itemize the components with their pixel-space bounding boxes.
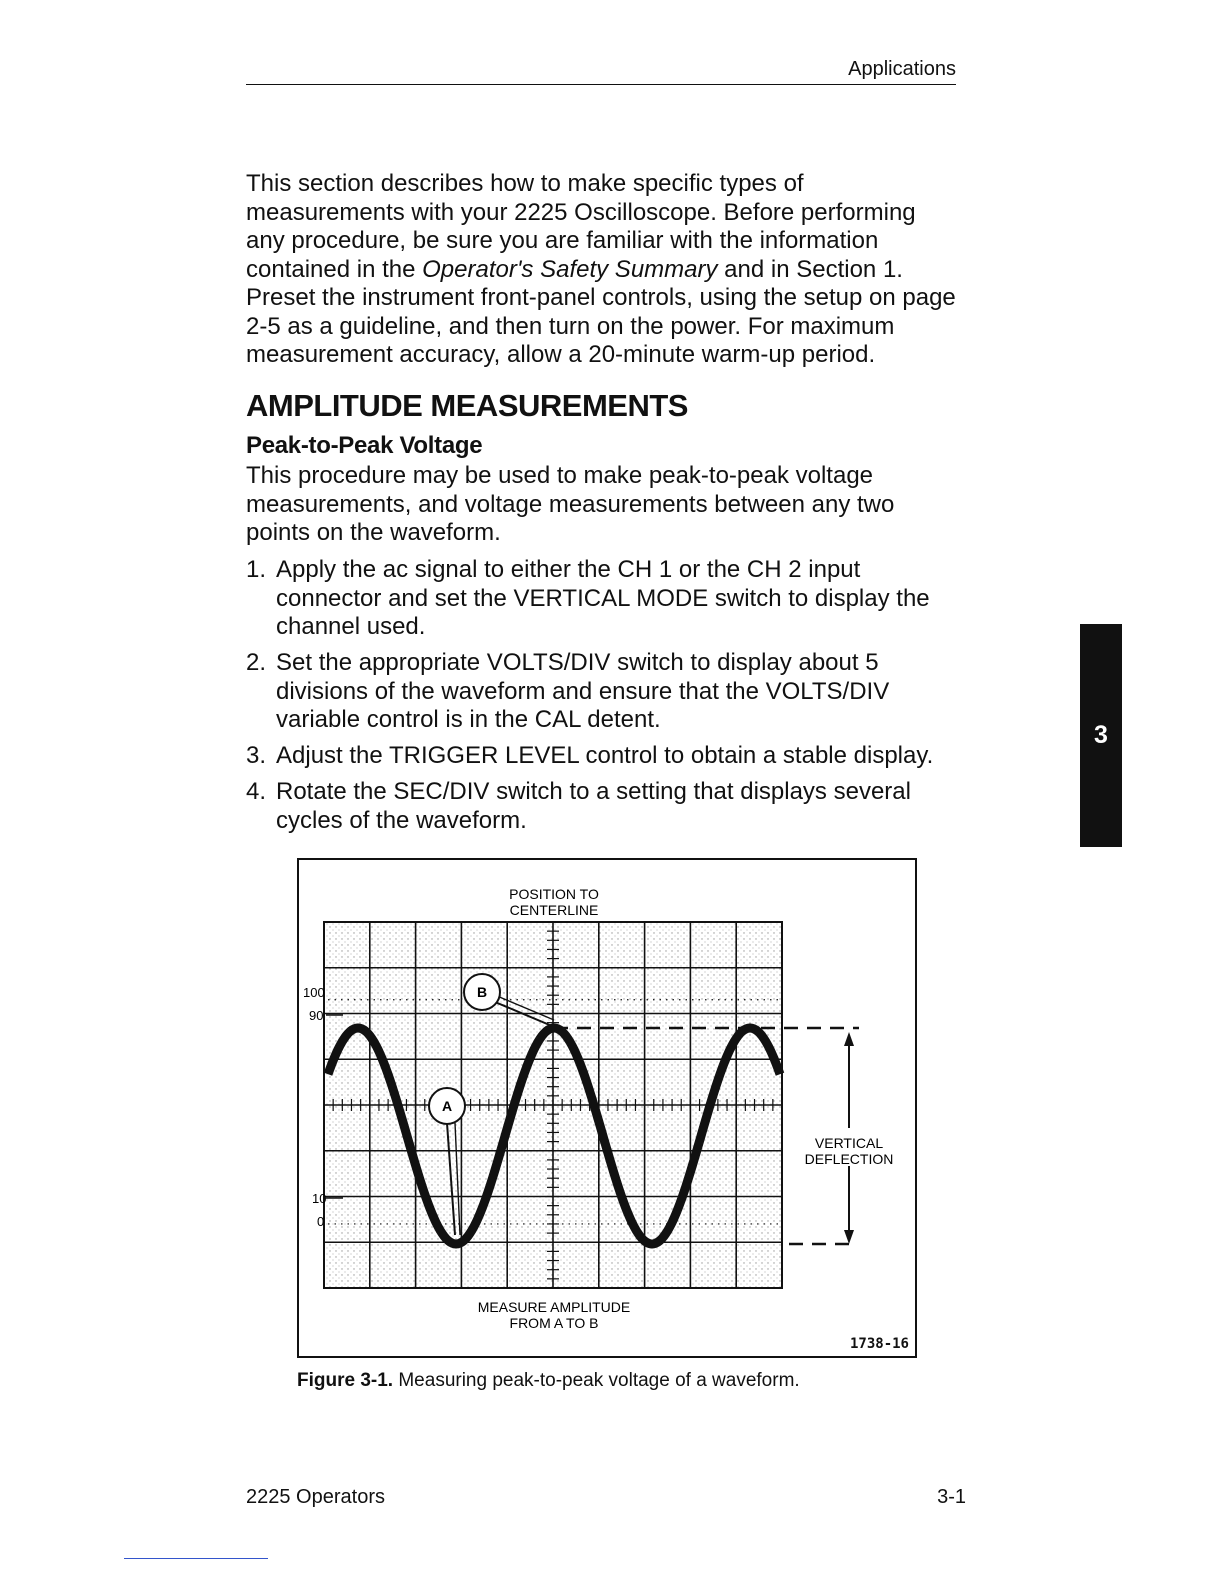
figure-3-1 <box>297 858 917 1358</box>
sub-heading: Peak-to-Peak Voltage <box>246 432 483 459</box>
label-vertical: VERTICAL <box>814 1135 884 1151</box>
arrow-head-up <box>844 1032 854 1046</box>
scale-90: 90 <box>309 1008 324 1023</box>
label-deflection: DEFLECTION <box>804 1151 894 1167</box>
label-position-to: POSITION TO <box>509 886 599 902</box>
step-item <box>246 742 961 771</box>
section-heading: AMPLITUDE MEASUREMENTS <box>246 388 688 423</box>
step-number: 3. <box>246 742 267 769</box>
footer-page-number: 3-1 <box>937 1486 966 1508</box>
step-text: Apply the ac signal to either the CH 1 or the CH 2 input connector and set the VERTICAL MODE switch to display the channel used. <box>276 556 930 640</box>
marker-b: B <box>476 984 488 1000</box>
step-text: Adjust the TRIGGER LEVEL control to obtain a stable display. <box>276 742 934 769</box>
step-text: Set the appropriate VOLTS/DIV switch to display about 5 divisions of the waveform and ensure that the VOLTS/DIV variable control is in the CAL detent. <box>276 649 890 733</box>
scale-100: 100 <box>303 985 325 1000</box>
procedure-paragraph: This procedure may be used to make peak-to-peak voltage measurements, and voltage measurements between any two points on the waveform. <box>246 462 895 546</box>
intro-italic-title: Operator's Safety Summary <box>422 255 718 283</box>
step-number: 1. <box>246 556 267 583</box>
bottom-rule <box>124 1558 268 1559</box>
footer-manual-title: 2225 Operators <box>246 1486 385 1508</box>
oscilloscope-diagram <box>299 860 915 1356</box>
caption-text: Measuring peak-to-peak voltage of a waveform. <box>393 1370 800 1391</box>
step-item <box>246 649 961 735</box>
marker-a: A <box>441 1098 453 1114</box>
intro-text-1: This section describes how to make specific types of measurements with your 2225 Oscilloscope. Before performing any procedure, be sure you are familiar with the information contained in the <box>246 170 916 283</box>
label-from-a-to-b: FROM A TO B <box>509 1315 599 1331</box>
figure-id: 1738-16 <box>849 1336 909 1352</box>
header-rule <box>246 84 956 85</box>
label-measure-amplitude: MEASURE AMPLITUDE <box>477 1299 631 1315</box>
step-item <box>246 556 961 642</box>
running-header: Applications <box>848 58 956 80</box>
intro-paragraph <box>246 170 956 370</box>
scale-10: 10 <box>312 1191 327 1206</box>
scale-0: 0 <box>317 1214 325 1229</box>
figure-caption <box>297 1370 800 1392</box>
chapter-tab: 3 <box>1080 624 1122 847</box>
arrow-head-down <box>844 1230 854 1244</box>
procedure-steps <box>246 556 961 843</box>
intro-text-2: and in Section 1. Preset the instrument front-panel controls, using the setup on page 2-5 as a guideline, and then turn on the power. For maximum measurement accuracy, allow a 20-minute warm-up period. <box>246 255 956 368</box>
label-centerline: CENTERLINE <box>509 902 599 918</box>
step-number: 4. <box>246 778 267 805</box>
step-item <box>246 778 961 835</box>
step-number: 2. <box>246 649 267 676</box>
step-text: Rotate the SEC/DIV switch to a setting that displays several cycles of the waveform. <box>276 778 911 834</box>
caption-label: Figure 3-1. <box>297 1370 394 1391</box>
